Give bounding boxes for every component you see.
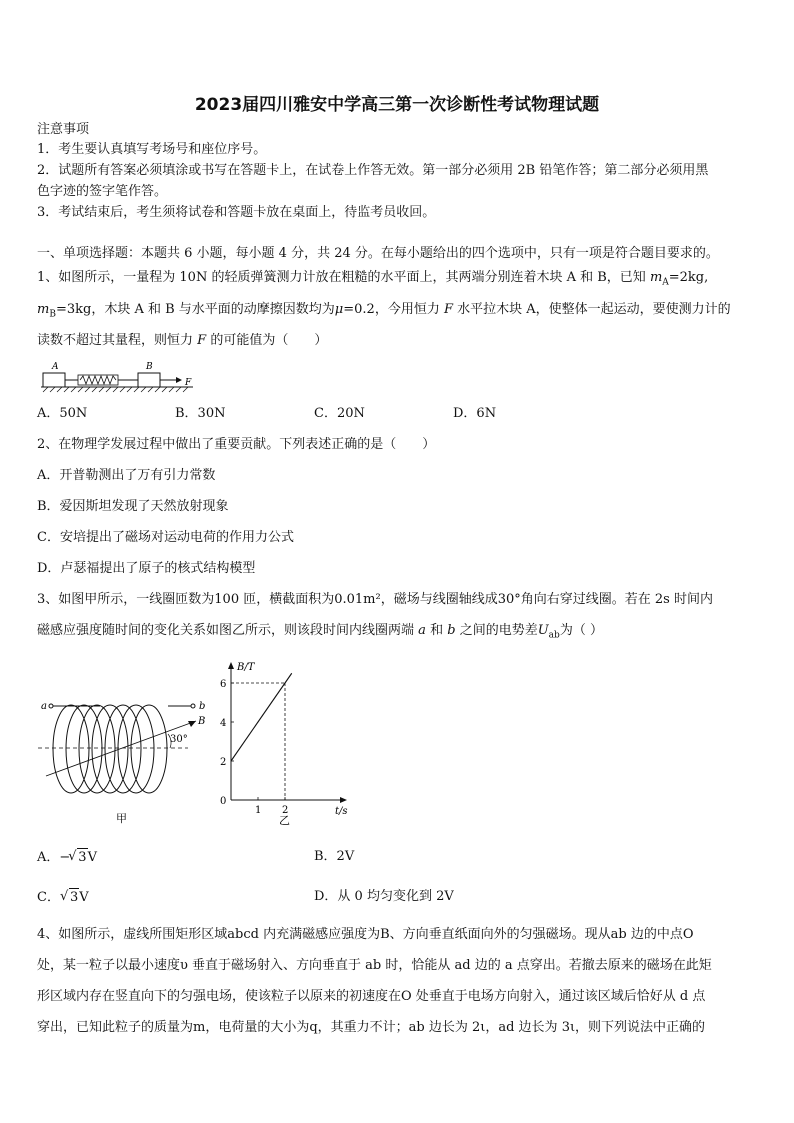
y-tick-label: 4: [220, 718, 227, 729]
q1-option-d[interactable]: D．6N: [453, 406, 497, 421]
x-axis-label: t/s: [335, 806, 348, 817]
sqrt-value: 3: [78, 850, 87, 865]
block-a: [43, 373, 65, 387]
q3-text: 之间的电势差: [459, 623, 538, 638]
y-tick-label: 6: [220, 679, 227, 690]
y-axis-label: B/T: [237, 662, 255, 673]
var-b: b: [447, 623, 456, 638]
notes-heading: 注意事项: [37, 122, 90, 137]
q1-stem-line3: [37, 332, 327, 350]
sub-b: B: [49, 309, 56, 320]
q2-option-c[interactable]: C．安培提出了磁场对运动电荷的作用力公式: [37, 530, 294, 545]
force-arrow: [176, 377, 182, 383]
option-c-label: C．: [37, 890, 60, 905]
x-tick-label: 2: [282, 805, 289, 816]
sqrt-value: 3: [69, 890, 79, 905]
notes-item-1: 1．考生要认真填写考场号和座位序号。: [37, 142, 267, 157]
q3-option-b[interactable]: B．2V: [314, 849, 355, 864]
q4-stem-line4: 穿出，已知此粒子的质量为m，电荷量的大小为q，其重力不计；ab 边长为 2ι，ad 边长为 3ι，则下列说法中正确的: [37, 1020, 706, 1035]
angle-label: 30°: [170, 734, 188, 745]
caption-yi: 乙: [279, 814, 290, 827]
y-axis-arrow: [228, 662, 234, 669]
fig-label-f: F: [185, 378, 192, 388]
page-title: 2023届四川雅安中学高三第一次诊断性考试物理试题: [194, 95, 600, 115]
q4-stem-line2: 处，某一粒子以最小速度υ 垂直于磁场射入、方向垂直于 ab 时，恰能从 ad 边的 a 点穿出。若撤去原来的磁场在此矩: [37, 958, 712, 973]
q1-stem-line2: [37, 301, 731, 324]
field-arrow: [188, 721, 196, 727]
q1-option-a[interactable]: A．50N: [37, 406, 88, 421]
q2-option-d[interactable]: D．卢瑟福提出了原子的核式结构模型: [37, 561, 256, 576]
var-m: m: [37, 302, 50, 317]
q1-text: 读数不超过其量程，则恒力: [37, 333, 194, 348]
q4-stem-line1: 4、如图所示，虚线所围矩形区域abcd 内充满磁感应强度为B、方向垂直纸面向外的匀强磁场。现从ab 边的中点O: [37, 927, 694, 942]
option-a-label: A．−: [37, 850, 71, 865]
origin-label: 0: [220, 796, 227, 807]
coil-turns: [53, 705, 167, 793]
q1-option-b[interactable]: B．30N: [175, 406, 226, 421]
q2-option-b[interactable]: B．爱因斯坦发现了天然放射现象: [37, 499, 229, 514]
q1-text: =0.2，今用恒力: [343, 302, 440, 317]
notes-item-2: 2．试题所有答案必须填涂或书写在答题卡上，在试卷上作答无效。第一部分必须用 2B 铅笔作答；第二部分必须用黑: [37, 163, 709, 178]
sqrt-radicand: √ 3: [68, 849, 87, 865]
q3-text: 磁感应强度随时间的变化关系如图乙所示，则该段时间内线圈两端: [37, 623, 415, 638]
coil-label-a: a: [41, 701, 47, 712]
x-axis-arrow: [340, 797, 347, 803]
q1-figure: [38, 358, 198, 394]
q3-text: 和: [430, 623, 444, 638]
sub-a: A: [662, 277, 669, 288]
ground-hatch: [43, 387, 188, 392]
caption-jia: 甲: [116, 812, 127, 824]
q1-text: =2kg,: [668, 270, 709, 285]
q3-stem-line1: 3、如图甲所示，一线圈匝数为100 匝，横截面积为0.01m²，磁场与线圈轴线成30°角向右穿过线圈。若在 2s 时间内: [37, 592, 713, 607]
bt-chart: [215, 656, 355, 828]
q3-stem-line2: [37, 622, 603, 645]
var-a: a: [418, 623, 426, 638]
q2-stem: 2、在物理学发展过程中做出了重要贡献。下列表述正确的是（ ）: [37, 437, 436, 452]
sub-ab: ab: [548, 630, 560, 641]
coil-label-b: b: [199, 701, 206, 712]
unit-v: V: [79, 890, 89, 905]
q1-text: 的可能值为（ ）: [210, 333, 328, 348]
var-f: F: [197, 333, 207, 348]
q1-stem-line1: [37, 269, 708, 292]
q1-text: 水平拉木块 A，使整体一起运动，要使测力计的: [457, 302, 731, 317]
x-tick-label: 1: [255, 805, 262, 816]
block-b: [138, 373, 160, 387]
q2-option-a[interactable]: A．开普勒测出了万有引力常数: [37, 468, 216, 483]
var-f: F: [443, 302, 453, 317]
q3-text: 为（ ）: [559, 623, 603, 638]
var-mu: μ: [334, 302, 344, 317]
fig-label-b: B: [146, 362, 153, 372]
unit-v: V: [87, 850, 97, 865]
notes-item-2-cont: 色字迹的签字笔作答。: [37, 184, 168, 199]
q1-text: 1、如图所示，一量程为 10N 的轻质弹簧测力计放在粗糙的水平面上，其两端分别连着木块 A 和 B，已知: [37, 270, 650, 285]
q3-option-a[interactable]: [37, 848, 97, 867]
section-heading: 一、单项选择题：本题共 6 小题，每小题 4 分，共 24 分。在每小题给出的四个选项中，只有一项是符合题目要求的。: [37, 246, 719, 261]
coil-figure: [38, 664, 218, 824]
q1-option-c[interactable]: C．20N: [314, 406, 365, 421]
q3-option-d[interactable]: D．从 0 均匀变化到 2V: [314, 889, 454, 904]
sqrt-radicand: √ 3: [59, 889, 79, 905]
series-line: [231, 673, 292, 761]
y-tick-label: 2: [220, 757, 227, 768]
q1-text: =3kg，木块 A 和 B 与水平面的动摩擦因数均为: [55, 302, 335, 317]
notes-item-3: 3．考试结束后，考生须将试卷和答题卡放在桌面上，待监考员收回。: [37, 205, 436, 220]
var-m: m: [649, 270, 663, 285]
field-line: [46, 721, 196, 776]
var-u: U: [537, 623, 549, 638]
q4-stem-line3: 形区域内存在竖直向下的匀强电场，使该粒子以原来的初速度在O 处垂直于电场方向射入，通过该区域后恰好从 d 点: [37, 989, 706, 1004]
fig-label-a: A: [52, 362, 59, 372]
field-label-b: B: [198, 716, 206, 727]
q3-option-c[interactable]: [37, 888, 89, 907]
